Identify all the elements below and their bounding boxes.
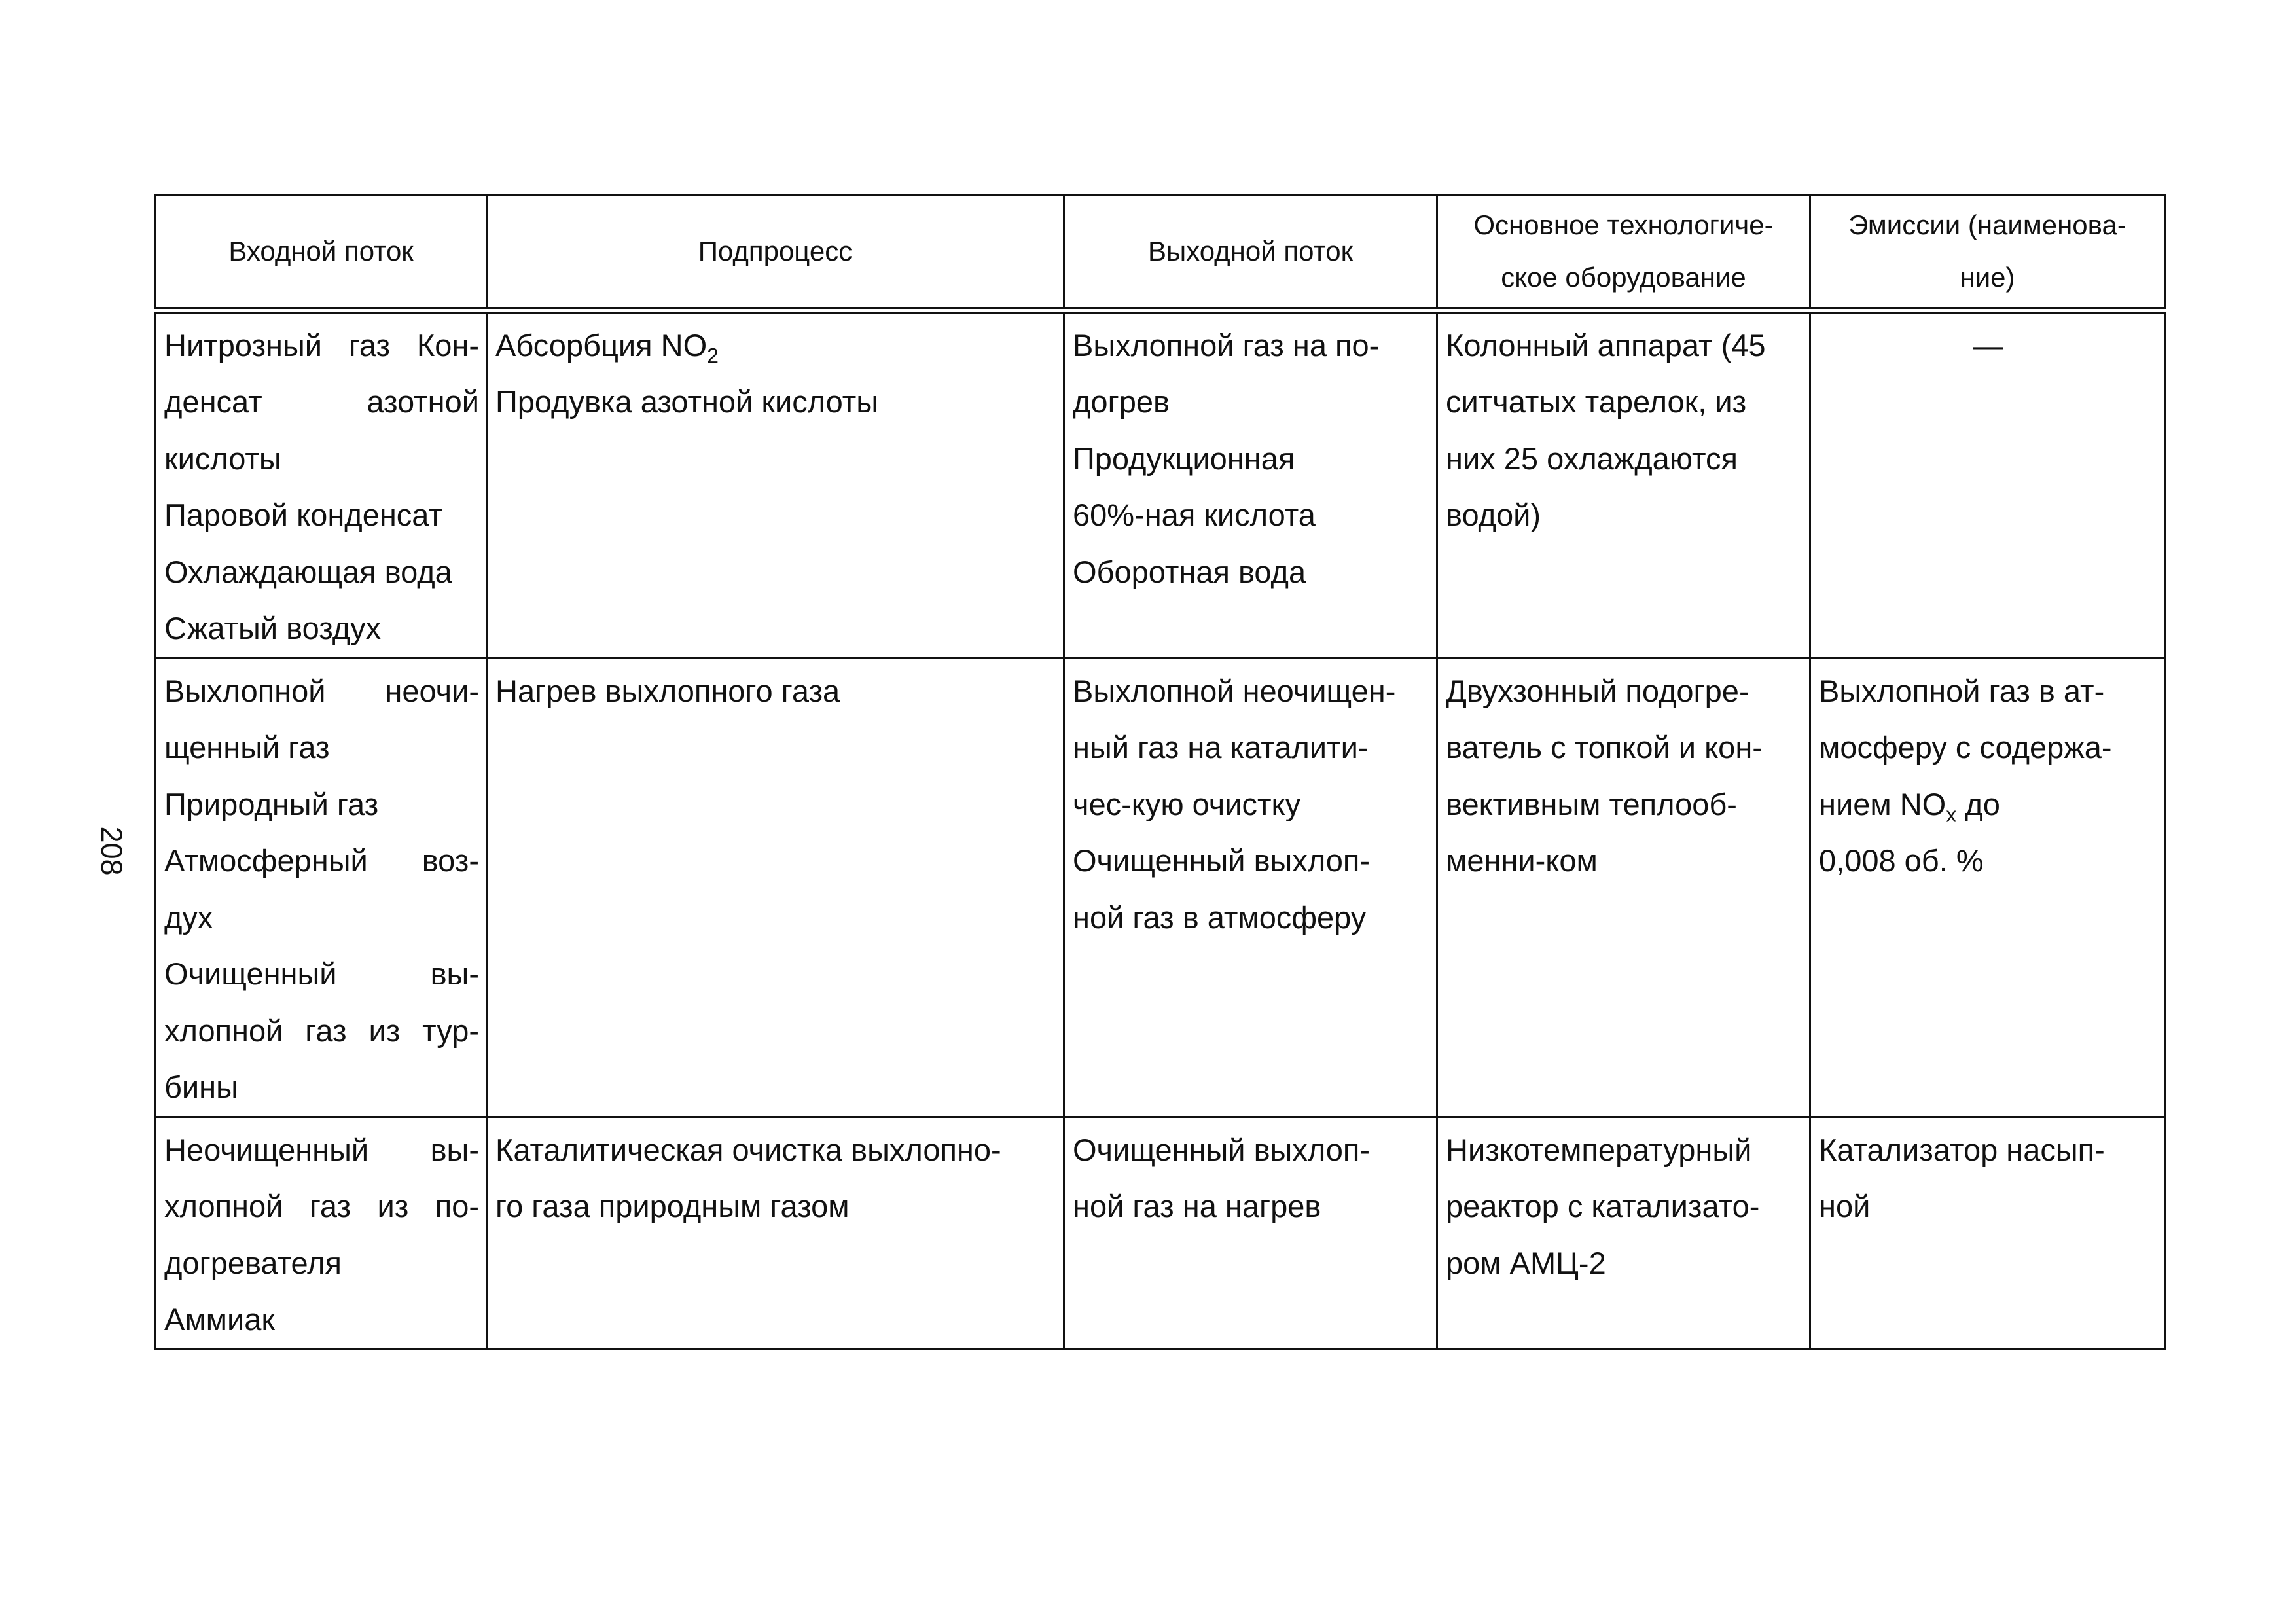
- header-emissions-line: ние): [1960, 262, 2015, 293]
- cell-line: 60%-ная кислота: [1073, 497, 1316, 532]
- cell-input-flow: [156, 658, 487, 1117]
- cell-line: [1819, 776, 2157, 833]
- formula-text: до: [1956, 786, 2000, 821]
- cell-output-flow: [1064, 310, 1437, 659]
- cell-line: Охлаждающая вода: [164, 554, 452, 589]
- cell-equipment: [1437, 1117, 1810, 1349]
- cell-line: Паровой конденсат: [164, 497, 442, 532]
- cell-line: реактор с катализато-: [1446, 1189, 1760, 1223]
- header-emissions-line: Эмиссии (наименова-: [1848, 209, 2126, 241]
- empty-dash: —: [1973, 327, 2003, 363]
- cell-line: Природный газ: [164, 786, 379, 821]
- cell-equipment: [1437, 658, 1810, 1117]
- cell-line: Аммиак: [164, 1302, 275, 1337]
- cell-output-flow: [1064, 1117, 1437, 1349]
- cell-line: Двухзонный подогре-: [1446, 673, 1749, 708]
- cell-line: кислоты: [164, 441, 281, 476]
- formula-subscript: x: [1946, 802, 1957, 826]
- cell-line: Катализатор насып-: [1819, 1132, 2105, 1167]
- cell-line: 0,008 об. %: [1819, 843, 1984, 878]
- cell-line: чес-кую очистку: [1073, 786, 1301, 821]
- cell-line: них 25 охлаждаются: [1446, 441, 1738, 476]
- cell-line: ситчатых тарелок, из: [1446, 384, 1747, 419]
- cell-line: Очищенный выхлоп-: [1073, 1132, 1371, 1167]
- header-equipment: [1437, 196, 1810, 310]
- cell-line: го газа природным газом: [495, 1189, 850, 1223]
- header-equipment-line: Основное технологиче-: [1473, 209, 1774, 241]
- cell-line: бины: [164, 1070, 238, 1104]
- cell-line: Продувка азотной кислоты: [495, 384, 879, 419]
- cell-line: Нагрев выхлопного газа: [495, 673, 840, 708]
- cell-input-flow: [156, 1117, 487, 1349]
- cell-line: Выхлопной газ в ат-: [1819, 673, 2105, 708]
- formula-text: нием NO: [1819, 786, 1946, 821]
- cell-line: вективным теплооб-: [1446, 786, 1737, 821]
- cell-line: [495, 317, 1056, 374]
- cell-line: Выхлопной газ на по-: [1073, 327, 1380, 363]
- header-output-flow: Выходной поток: [1064, 196, 1437, 310]
- cell-line: ный газ на каталити-: [1073, 730, 1369, 765]
- cell-emissions: [1810, 310, 2165, 659]
- cell-line: Сжатый воздух: [164, 611, 382, 645]
- cell-line: Каталитическая очистка выхлопно-: [495, 1132, 1001, 1167]
- cell-line: Продукционная: [1073, 441, 1295, 476]
- formula-text: Абсорбция NO: [495, 327, 708, 363]
- cell-line: Низкотемпературный: [1446, 1132, 1752, 1167]
- cell-line: дух: [164, 899, 213, 935]
- cell-line: Выхлопной неочищен-: [1073, 673, 1396, 708]
- cell-line: Очищенный выхлоп-: [1073, 843, 1371, 878]
- formula-subscript: 2: [707, 343, 719, 367]
- cell-subprocess: [487, 1117, 1064, 1349]
- header-input-flow: Входной поток: [156, 196, 487, 310]
- cell-line: хлопной газ из тур-: [164, 1013, 479, 1048]
- header-equipment-line: ское оборудование: [1501, 262, 1746, 293]
- table-row: [156, 310, 2165, 659]
- cell-line: догревателя: [164, 1245, 342, 1280]
- cell-line: Атмосферный воз-: [164, 843, 479, 878]
- cell-emissions: [1810, 1117, 2165, 1349]
- cell-line: мосферу с содержа-: [1819, 730, 2112, 765]
- page-number: 208: [95, 826, 128, 876]
- cell-line: Очищенный вы-: [164, 956, 479, 991]
- cell-line: Оборотная вода: [1073, 554, 1306, 589]
- header-subprocess: Подпроцесс: [487, 196, 1064, 310]
- cell-line: денсат азотной: [164, 384, 479, 419]
- cell-line: Выхлопной неочи-: [164, 673, 479, 708]
- header-emissions: [1810, 196, 2165, 310]
- cell-line: ной газ на нагрев: [1073, 1189, 1321, 1223]
- process-table: [154, 194, 2166, 1350]
- cell-line: Неочищенный вы-: [164, 1132, 479, 1167]
- cell-emissions: [1810, 658, 2165, 1117]
- cell-line: хлопной газ из по-: [164, 1189, 479, 1223]
- cell-line: щенный газ: [164, 730, 330, 765]
- cell-line: Колонный аппарат (45: [1446, 327, 1766, 363]
- cell-line: водой): [1446, 497, 1541, 532]
- cell-equipment: [1437, 310, 1810, 659]
- cell-subprocess: [487, 658, 1064, 1117]
- cell-line: Нитрозный газ Кон-: [164, 327, 479, 363]
- cell-line: ной: [1819, 1189, 1871, 1223]
- cell-output-flow: [1064, 658, 1437, 1117]
- cell-line: ватель с топкой и кон-: [1446, 730, 1763, 765]
- table-header-row: [156, 196, 2165, 310]
- cell-input-flow: [156, 310, 487, 659]
- table-row: [156, 658, 2165, 1117]
- cell-line: менни-ком: [1446, 843, 1598, 878]
- cell-line: ной газ в атмосферу: [1073, 899, 1367, 935]
- cell-subprocess: [487, 310, 1064, 659]
- table-row: [156, 1117, 2165, 1349]
- cell-line: догрев: [1073, 384, 1170, 419]
- cell-line: ром АМЦ-2: [1446, 1245, 1606, 1280]
